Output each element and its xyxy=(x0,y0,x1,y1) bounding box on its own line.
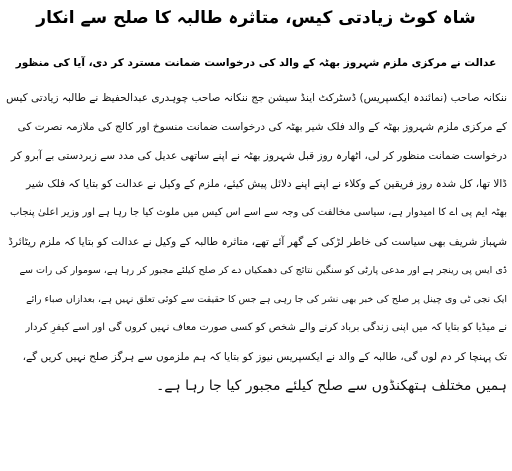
body-line: شہباز شریف بھی سیاست کی خاطر لڑکی کے گھر آئے تھے، متاثرہ طالبہ کے وکیل نے عدالت کو بتایا کہ ملزم ریٹائرڈ xyxy=(8,235,507,248)
body-line: تک پہنچا کر دم لوں گی، طالبہ کے والد نے ایکسپریس نیوز کو بتایا کہ ہم ملزموں سے ہرگز صلح نہیں کریں گے، xyxy=(22,351,507,364)
body-line: ہمیں مختلف ہتھکنڈوں سے صلح کیلئے مجبور کیا جا رہا ہے۔ xyxy=(156,377,507,394)
body-line: نے میڈیا کو بتایا کہ میں اپنی زندگی برباد کرنے والے شخص کو کسی صورت معاف نہیں کروں گی اور اسے کیفرِ کردار xyxy=(25,322,507,334)
body-line: بھٹہ ایم پی اے کا امیدوار ہے، سیاسی مخالفت کی وجہ سے اسے اس کیس میں ملوث کیا جا رہا ہے اور وزیر اعلیٰ پنجاب xyxy=(9,207,507,219)
body-line: درخواست ضمانت منظور کر لی، اٹھارہ روز قبل شہروز بھٹہ نے اپنے ساتھی عدیل کی مدد سے زبردستی بے آبرو کر xyxy=(11,149,507,162)
headline: شاہ کوٹ زیادتی کیس، متاثرہ طالبہ کا صلح سے انکار xyxy=(36,8,476,28)
article-body xyxy=(5,84,507,401)
body-line: کے مرکزی ملزم شہروز بھٹہ کے والد فلک شیر بھٹہ کی درخواست ضمانت منسوخ اور کالج کی ملازمہ نصرت کی xyxy=(17,120,507,133)
subheadline: عدالت نے مرکزی ملزم شہروز بھٹہ کے والد کی درخواست ضمانت مسترد کر دی، آیا کی منظور xyxy=(15,57,497,69)
body-line: ڈالا تھا، کل شدہ روز فریقین کے وکلاء نے اپنے اپنے دلائل پیش کیئے، ملزم کے وکیل نے عدالت کو بتایا کہ فلک شیر xyxy=(26,178,507,191)
body-line: ڈی ایس پی رینجر ہے اور مدعی پارٹی کو سنگین نتائج کی دھمکیاں دے کر صلح کیلئے مجبور کر رہا ہے، سوموار کی رات سے xyxy=(19,264,507,276)
body-line: ایک نجی ٹی وی چینل پر صلح کی خبر بھی نشر کی جا رہی ہے جس کا حقیقت سے کوئی تعلق نہیں ہے، بعدازاں صباء رائے xyxy=(26,293,507,305)
body-line: ننکانہ صاحب (نمائندہ ایکسپریس) ڈسٹرکٹ اینڈ سیشن جج ننکانہ صاحب چوہدری عبدالحفیظ نے طالبہ زیادتی کیس xyxy=(6,92,507,104)
